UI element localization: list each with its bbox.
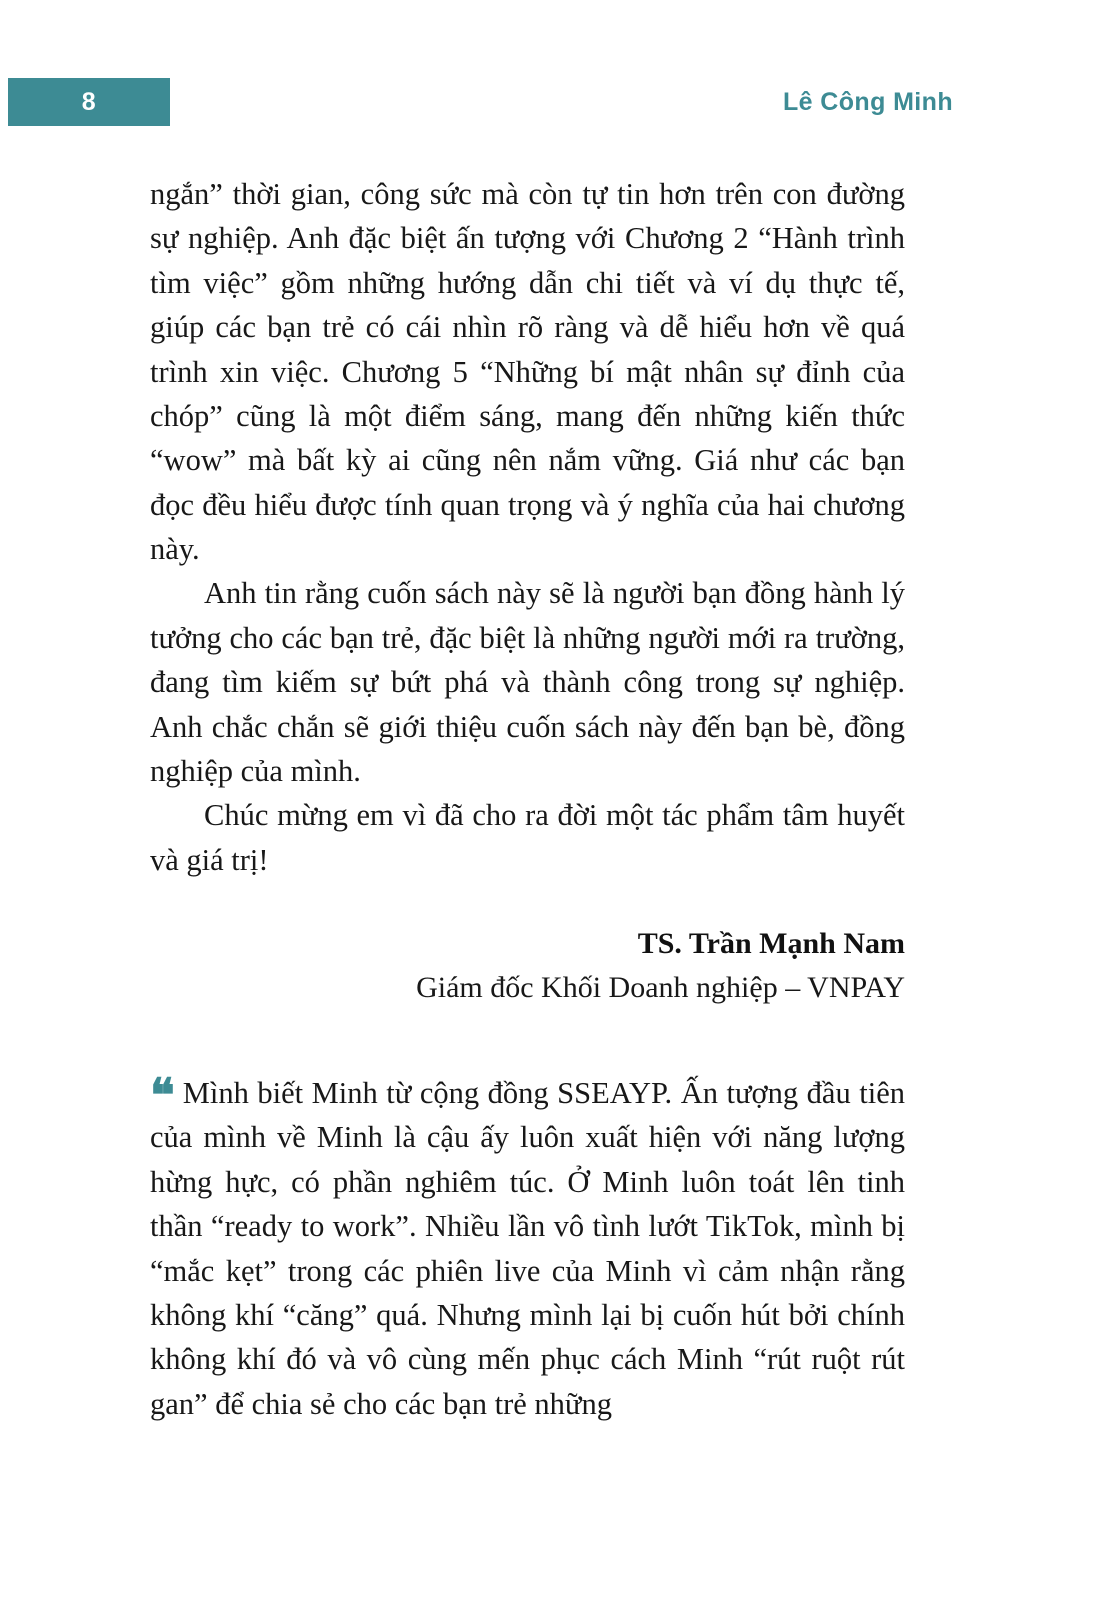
body-paragraph: ngắn” thời gian, công sức mà còn tự tin hơn trên con đường sự nghiệp. Anh đặc biệt ấn tượng với Chương 2 “Hành trình tìm việc” gồm những hướng dẫn chi tiết và ví dụ thực tế, giúp các bạn trẻ có cái nhìn rõ ràng và dễ hiểu hơn về quá trình xin việc. Chương 5 “Những bí mật nhân sự đỉnh của chóp” cũng là một điểm sáng, mang đến những kiến thức “wow” mà bất kỳ ai cũng nên nắm vững. Giá như các bạn đọc đều hiểu được tính quan trọng và ý nghĩa của hai chương này.: [150, 177, 905, 566]
body-paragraph: Anh tin rằng cuốn sách này sẽ là người bạn đồng hành lý tưởng cho các bạn trẻ, đặc biệt là những người mới ra trường, đang tìm kiếm sự bứt phá và thành công trong sự nghiệp. Anh chắc chắn sẽ giới thiệu cuốn sách này đến bạn bè, đồng nghiệp của mình.: [150, 576, 905, 788]
signature-title: Giám đốc Khối Doanh nghiệp – VNPAY: [416, 970, 905, 1004]
signature-name: TS. Trần Mạnh Nam: [637, 927, 905, 960]
running-head-author: Lê Công Minh: [782, 88, 953, 116]
page-number: 8: [81, 87, 97, 116]
testimonial-block: [150, 1071, 905, 1426]
folio-block: [8, 78, 170, 126]
body-paragraph: Chúc mừng em vì đã cho ra đời một tác phẩm tâm huyết và giá trị!: [150, 798, 905, 877]
testimonial-text: [150, 1071, 905, 1426]
quotation-mark-icon: ❝: [150, 1069, 173, 1121]
text-column: [150, 172, 905, 1426]
page-header: [0, 0, 1103, 135]
testimonial-body: Mình biết Minh từ cộng đồng SSEAYP. Ấn tượng đầu tiên của mình về Minh là cậu ấy luôn xuất hiện với năng lượng hừng hực, có phần nghiêm túc. Ở Minh luôn toát lên tinh thần “ready to work”. Nhiều lần vô tình lướt TikTok, mình bị “mắc kẹt” trong các phiên live của Minh vì cảm nhận rằng không khí “căng” quá. Nhưng mình lại bị cuốn hút bởi chính không khí đó và vô cùng mến phục cách Minh “rút ruột rút gan” để chia sẻ cho các bạn trẻ những: [150, 1076, 905, 1421]
signature-block: [150, 922, 905, 1009]
